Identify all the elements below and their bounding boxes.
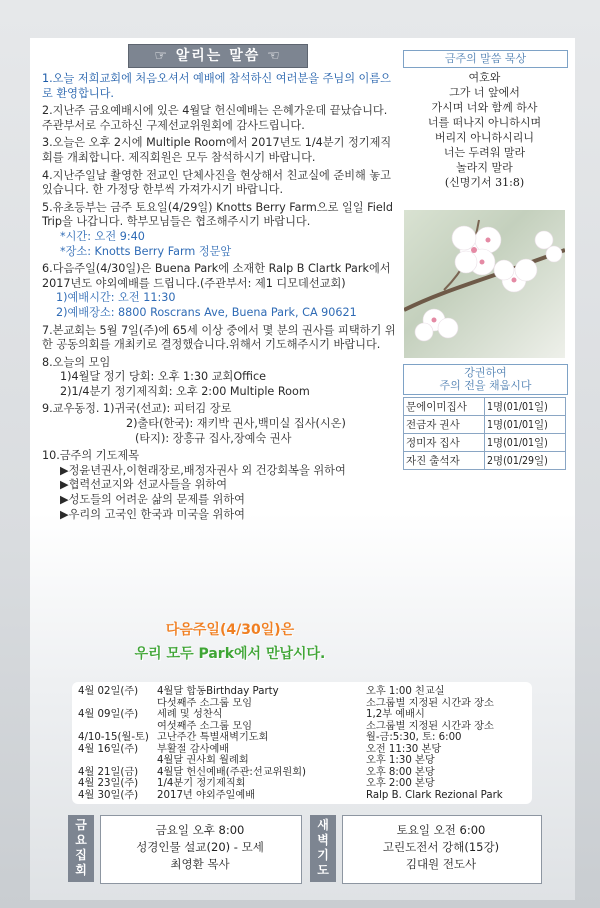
friday-sermon: 성경인물 설교(20) - 모세 (136, 840, 264, 854)
attendance-count: 1명(01/01일) (484, 416, 565, 434)
schedule-time: 오후 1:30 본당 (366, 755, 435, 766)
schedule-date: 4월 23일(주) (78, 778, 139, 789)
schedule-time: 오전 11:30 본당 (366, 743, 442, 755)
notice-9-2: 2)출타(한국): 재키박 권사,백미실 집사(시온) (126, 417, 346, 431)
schedule-time: 소그룹별 지정된 시간과 장소 (366, 720, 494, 732)
notice-5-time: *시간: 오전 9:40 (60, 229, 145, 243)
attendance-table (403, 397, 566, 470)
notice-4: 4.지난주일날 촬영한 전교인 단체사진을 현상해서 친교실에 준비해 놓고 있습니다. 한 가정당 한부씩 가져가시기 바랍니다. (42, 168, 391, 197)
verse-line: 버리지 아니하시리니 (434, 131, 535, 144)
friday-preacher: 최영환 목사 (170, 857, 230, 871)
friday-time: 금요일 오후 8:00 (155, 823, 245, 837)
friday-info (100, 822, 300, 873)
verse-line: 너를 떠나지 아니하시며 (427, 116, 542, 129)
schedule-date: 4월 21일(금) (78, 766, 139, 778)
next-week-line-2: 우리 모두 Park에서 만납시다. (134, 646, 326, 662)
notice-5: 5.유초등부는 금주 토요일(4/29일) Knotts Berry Farm으로 일일 Field Trip을 나갑니다. 학부모님들은 협조해주시기 바랍니다. (42, 200, 393, 229)
notices-list (42, 72, 400, 522)
verse-line: 그가 너 앞에서 (449, 86, 520, 99)
attendance-name: 자진 출석자 (404, 452, 485, 470)
schedule-event: 2017년 야외주일예배 (157, 789, 256, 801)
dawn-label-char: 도 (317, 863, 329, 877)
verse-line: 너는 두려워 말라 (443, 146, 526, 159)
schedule-date: 4/10-15(월-토) (78, 732, 149, 743)
cherry-blossom-photo (404, 210, 565, 358)
notice-1: 1.오늘 저희교회에 처음오셔서 예배에 참석하신 여러분을 주님의 이름으로 환영합니다. (42, 72, 391, 100)
dawn-label (310, 815, 336, 882)
notice-6-time: 1)예배시간: 오전 11:30 (56, 291, 176, 305)
blossom-image (404, 210, 565, 358)
friday-label-char: 집 (75, 848, 87, 862)
notice-10: 10.금주의 기도제목 (42, 449, 139, 463)
schedule-time: 오후 2:00 본당 (366, 778, 435, 789)
table-row (404, 398, 566, 416)
schedule-date: 4월 16일(주) (78, 743, 139, 755)
schedule-event: 4월달 헌신예배(주관:선교위원회) (157, 766, 307, 778)
prayer-item: ▶우리의 고국인 한국과 미국을 위하여 (60, 507, 245, 521)
notice-3: 3.오늘은 오후 2시에 Multiple Room에서 2017년도 1/4분기 정기제직회를 개최합니다. 제직회원은 모두 참석하시기 바랍니다. (42, 136, 392, 164)
attendance-name: 정미자 집사 (404, 434, 485, 452)
attendance-count: 2명(01/29일) (484, 452, 565, 470)
next-week-banner (120, 618, 340, 666)
schedule-event: 1/4분기 정기제직회 (157, 778, 246, 789)
attendance-title-line: 강권하여 (464, 366, 507, 379)
schedule-time: Ralp B. Clark Rezional Park (366, 789, 503, 801)
notice-9-3: (타지): 장흥규 집사,장예숙 권사 (135, 431, 292, 445)
attendance-count: 1명(01/01일) (484, 434, 565, 452)
schedule-date: 4월 02일(주) (78, 686, 139, 697)
notice-8-1: 1)4월달 정기 당회: 오후 1:30 교회Office (60, 370, 267, 384)
prayer-item: ▶성도들의 어려운 삶의 문제를 위하여 (60, 493, 245, 507)
dawn-sermon: 고린도전서 강해(15강) (382, 840, 500, 854)
notices-header: ☞ 알리는 말씀 ☜ (128, 44, 308, 68)
schedule-time: 1,2부 예배시 (366, 709, 425, 720)
notice-6: 6.다음주일(4/30일)은 Buena Park에 소재한 Ralp B Clartk Park에서 2017년도 야외예배를 드립니다.(주관부서: 제1 디모데선교회) (42, 262, 391, 290)
schedule-event: 세례 및 성찬식 (157, 709, 223, 720)
table-row (404, 416, 566, 434)
schedule-event: 부활절 감사예배 (157, 743, 230, 755)
schedule-date: 4월 09일(주) (78, 709, 139, 720)
schedule-event: 여섯째주 소그룹 모임 (157, 720, 253, 732)
dawn-preacher: 김대원 전도사 (405, 857, 477, 871)
notice-7: 7.본교회는 5월 7일(주)에 65세 이상 중에서 몇 분의 권사를 피택하기 위한 공동의회를 개최키로 결정했습니다.위해서 기도해주시기 바랍니다. (42, 323, 396, 352)
dawn-label-char: 새 (317, 818, 329, 832)
friday-label (68, 815, 94, 882)
schedule-event: 4월달 권사회 월례회 (157, 755, 249, 766)
dawn-time: 토요일 오전 6:00 (396, 823, 486, 837)
schedule-time: 월-금:5:30, 토: 6:00 (366, 732, 462, 743)
verse-reference: (신명기서 31:8) (444, 176, 525, 189)
verse-line: 가시며 너와 함께 하사 (431, 101, 538, 114)
attendance-title-line: 주의 전을 채웁시다 (439, 379, 532, 392)
table-row (404, 434, 566, 452)
prayer-item: ▶협력선교지와 선교사들을 위하여 (60, 478, 228, 492)
verse-line: 여호와 (468, 71, 501, 84)
notice-8: 8.오늘의 모임 (42, 355, 111, 369)
attendance-count: 1명(01/01일) (484, 398, 565, 416)
attendance-title (403, 364, 568, 395)
schedule-event: 고난주간 특별새벽기도회 (157, 732, 269, 743)
schedule-box (72, 682, 532, 804)
notice-5-place: *장소: Knotts Berry Farm 정문앞 (60, 244, 232, 258)
schedule-date: 4월 30일(주) (78, 789, 139, 801)
friday-label-char: 회 (75, 863, 87, 877)
prayer-item: ▶정윤년권사,이현래장로,배정자권사 외 건강회복을 위하여 (60, 463, 346, 477)
friday-label-char: 금 (75, 818, 87, 832)
notice-9: 9.교우동정. 1)귀국(선교): 피터김 장로 (42, 402, 232, 416)
dawn-label-char: 기 (317, 848, 329, 862)
verse-text (403, 70, 566, 190)
friday-label-char: 요 (75, 833, 87, 847)
schedule-event: 다섯째주 소그룹 모임 (157, 697, 253, 709)
schedule-event: 4월달 합동Birthday Party (157, 686, 279, 697)
dawn-info (342, 822, 540, 873)
verse-line: 놀라지 말라 (456, 161, 513, 174)
next-week-line-1: 다음주일(4/30일)은 (165, 622, 295, 638)
dawn-label-char: 벽 (317, 833, 329, 847)
attendance-name: 전금자 권사 (404, 416, 485, 434)
notice-6-place: 2)예배장소: 8800 Roscrans Ave, Buena Park, CA 90621 (56, 305, 357, 319)
notice-8-2: 2)1/4분기 정기제직회: 오후 2:00 Multiple Room (60, 384, 310, 398)
schedule-time: 오후 8:00 본당 (366, 766, 435, 778)
schedule-time: 오후 1:00 친교실 (366, 686, 445, 697)
verse-title: 금주의 말씀 묵상 (403, 50, 568, 68)
attendance-name: 문에이미집사 (404, 398, 485, 416)
notice-2: 2.지난주 금요예배시에 있은 4월달 헌신예배는 은혜가운데 끝났습니다. 주관부서로 수고하신 구제선교위원회에 감사드립니다. (42, 104, 388, 132)
table-row (404, 452, 566, 470)
schedule-time: 소그룹별 지정된 시간과 장소 (366, 697, 494, 709)
